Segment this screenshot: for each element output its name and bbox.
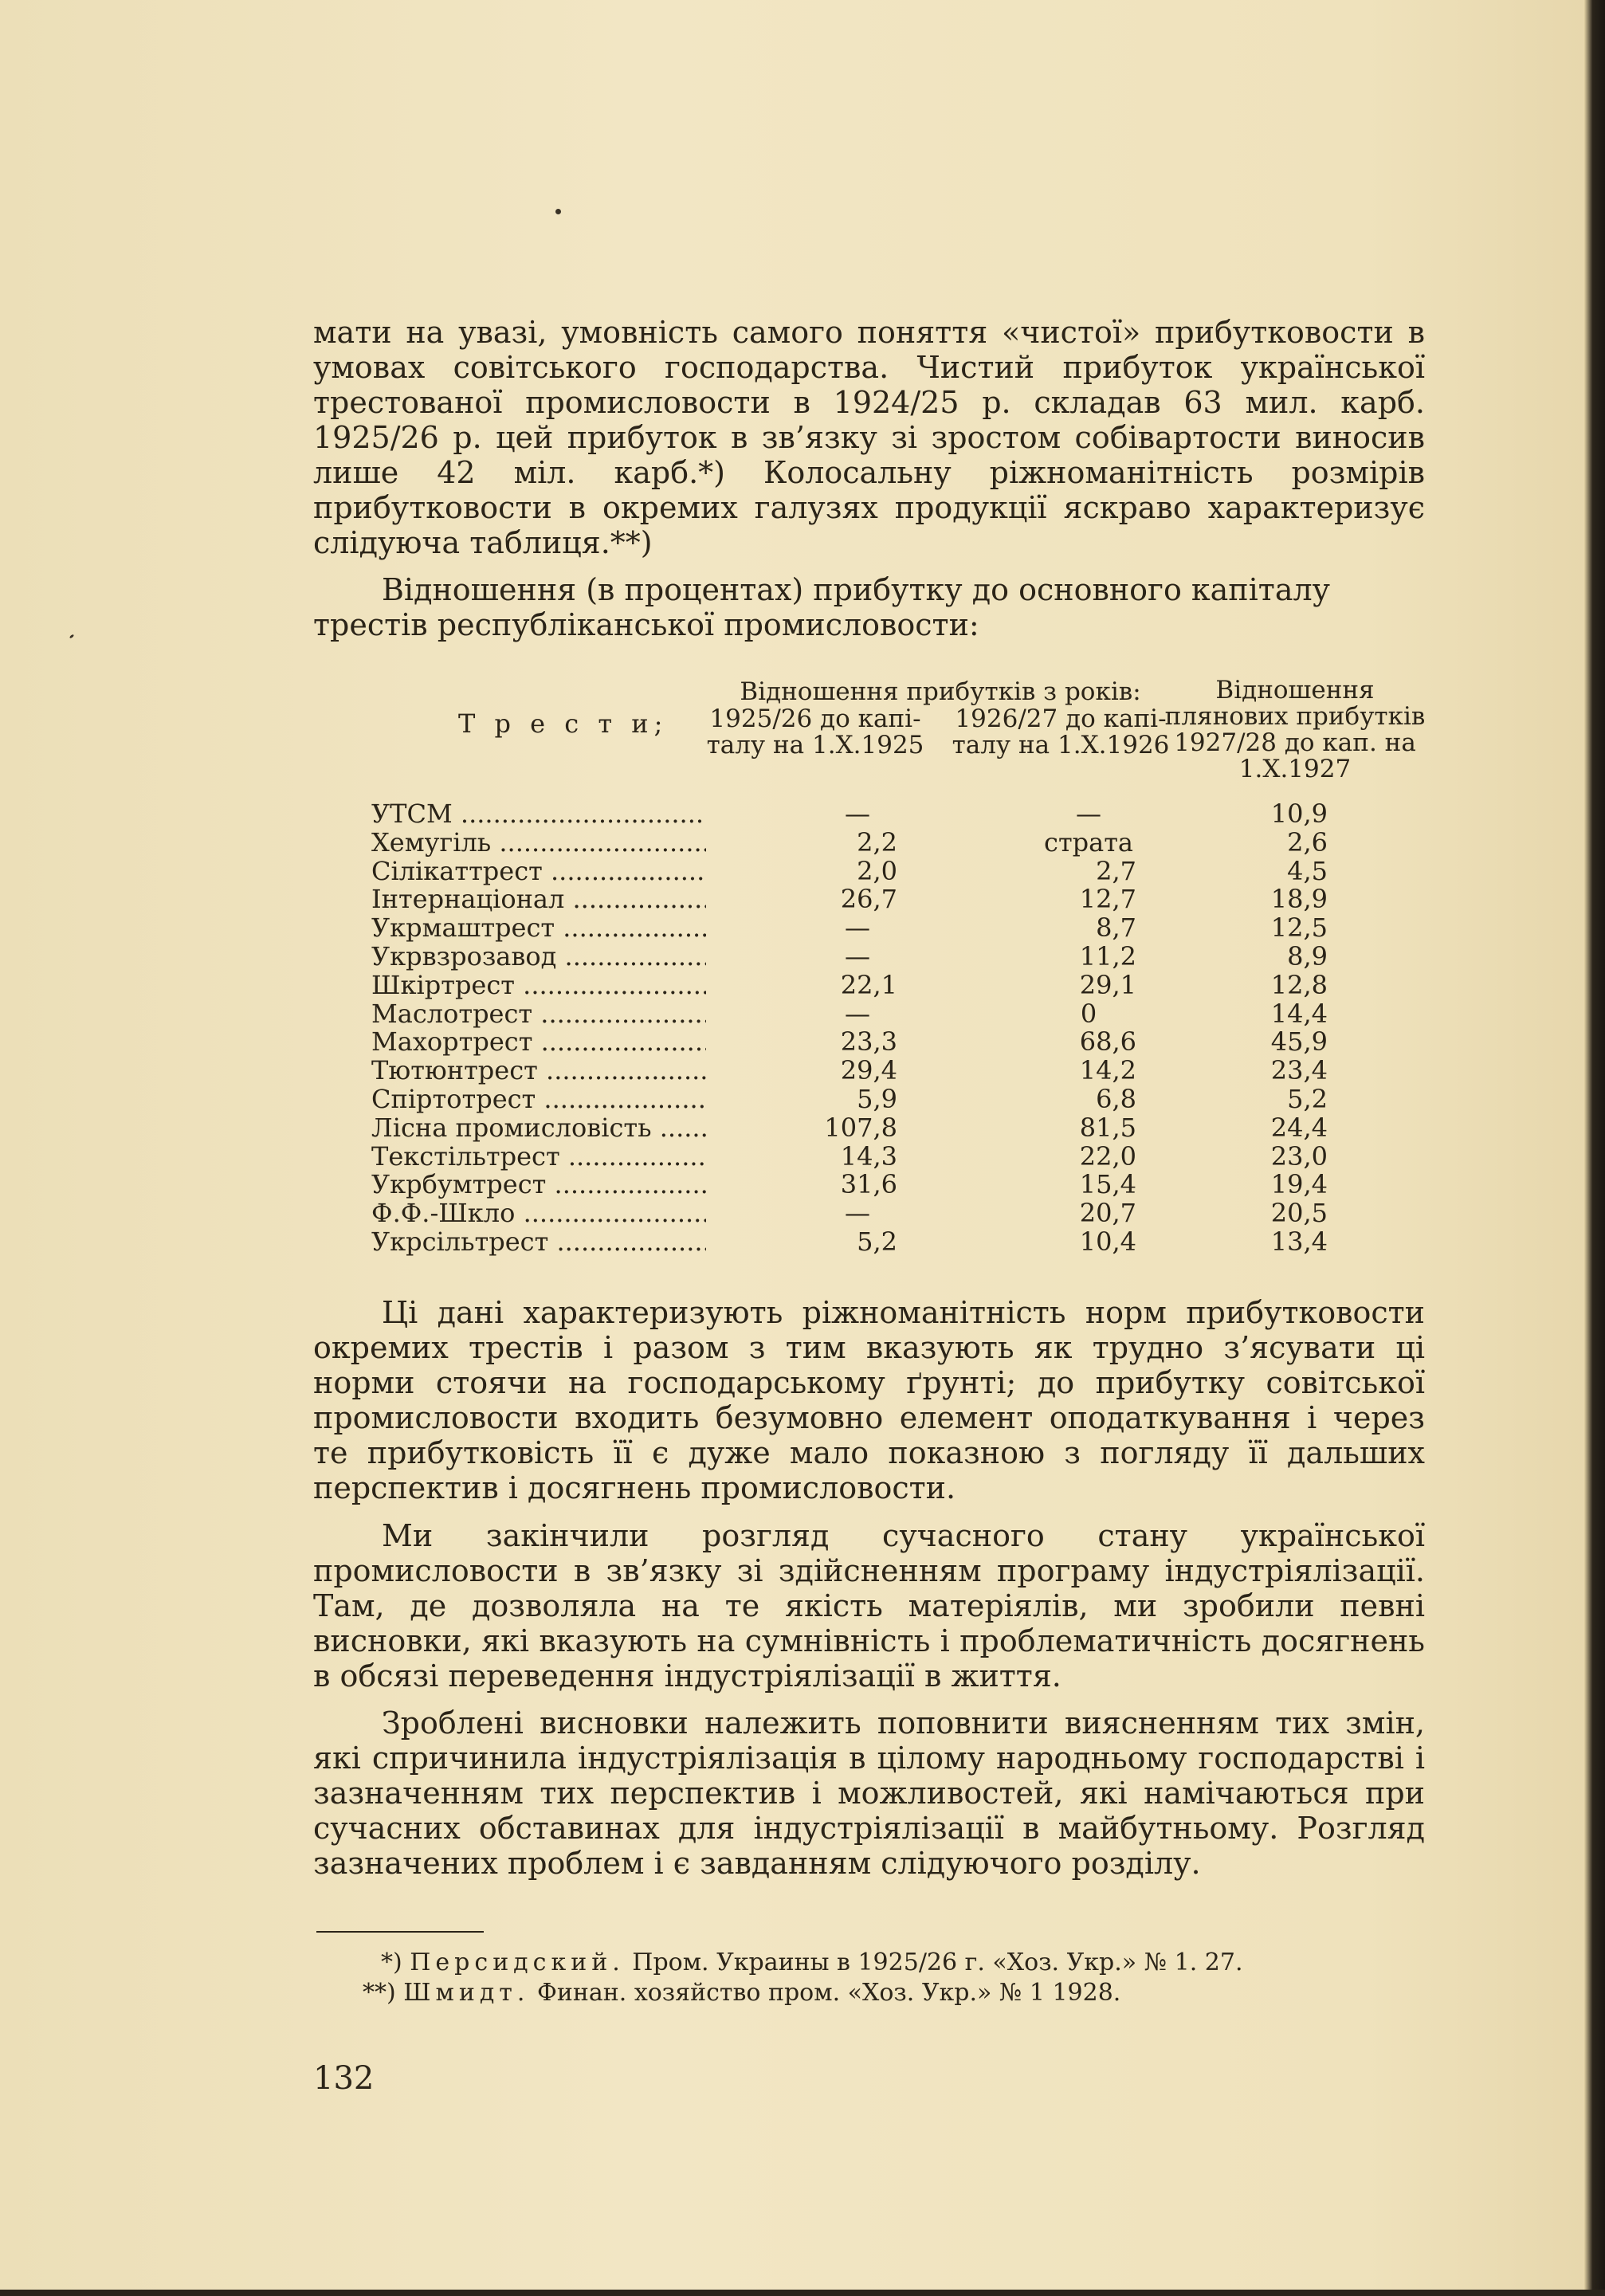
value-1926: 29,1 — [1079, 969, 1136, 1000]
paragraph-analysis: Ці дані характеризують ріжноманітність норм прибутковости окремих трестів і разом з тим вказують як трудно з’ясувати ці норми стоячи на господарському ґрунті; до прибутку совітської промисловости входить безумовно елемент оподаткування і через те прибутковість її є дуже мало показною з погляду її дальших перспектив і досягнень промисловости. — [313, 1295, 1425, 1505]
value-1927-plan: 13,4 — [1270, 1226, 1328, 1257]
footnote-1-author: Персидский. — [410, 1949, 625, 1976]
table-row — [371, 885, 1407, 914]
footnote-2-mark: **) — [363, 1979, 396, 2007]
value-1926: 2,7 — [1096, 855, 1136, 886]
value-1927-plan: 8,9 — [1287, 940, 1328, 971]
footnote-1-text: Пром. Украины в 1925/26 г. «Хоз. Укр.» № 1. 27. — [632, 1949, 1243, 1976]
value-1926: страта — [1044, 826, 1133, 858]
table-row — [371, 855, 1407, 886]
page-number: 132 — [313, 2060, 375, 2097]
table-row — [371, 914, 1407, 943]
table-row — [371, 971, 1407, 1000]
value-1925: — — [845, 940, 870, 971]
value-1926: 12,7 — [1079, 884, 1136, 915]
value-1927-plan: 10,9 — [1270, 799, 1328, 829]
trust-name: Укрсільтрест ..... — [371, 1228, 706, 1257]
value-1925: 5,9 — [857, 1083, 897, 1114]
value-1926: 0 — [1080, 998, 1097, 1029]
trust-name: Укрвзрозавод ..... — [371, 943, 706, 971]
trust-name: Тютюнтрест ..... — [371, 1057, 706, 1085]
value-1926: 6,8 — [1096, 1083, 1136, 1114]
value-1927-plan: 2,6 — [1287, 826, 1328, 858]
trust-name: Лісна промисловість ..... — [371, 1114, 706, 1143]
value-1926: 15,4 — [1079, 1169, 1136, 1200]
value-1925: 2,2 — [857, 826, 897, 858]
table-col1-header: 1925/26 до капі- талу на 1.Х.1925 — [706, 704, 924, 759]
table-row — [371, 1140, 1407, 1172]
value-1927-plan: 4,5 — [1287, 855, 1328, 886]
trust-name: Текстільтрест ..... — [371, 1143, 706, 1172]
table-col3-header: Відношення плянових прибутків 1927/28 до кап. на 1.Х.1927 — [1164, 676, 1426, 783]
value-1927-plan: 23,0 — [1270, 1140, 1328, 1172]
paragraph-conclusion: Ми закінчили розгляд сучасного стану української промисловости в зв’язку зі здійсненням програму індустріялізації. Там, де дозволяла на те якість матеріялів, ми зробили певні висновки, які вказують на сумнівність і проблематичність досягнень в обсязі переведення індустріялізації в життя. — [313, 1518, 1425, 1694]
footnote-2-text: Финан. хозяйство пром. «Хоз. Укр.» № 1 1928. — [536, 1979, 1121, 2007]
table-trests-header: Т р е с т и; — [458, 708, 669, 739]
table-row — [371, 1000, 1407, 1029]
table-row — [371, 1171, 1407, 1199]
value-1927-plan: 19,4 — [1270, 1169, 1328, 1200]
footnote-2-author: Шмидт. — [403, 1979, 530, 2007]
footnote-1-mark: *) — [381, 1949, 402, 1976]
value-1925: — — [845, 799, 870, 829]
profit-table — [371, 800, 1407, 1257]
table-col2-header: 1926/27 до капі- талу на 1.Х.1926 — [952, 704, 1170, 759]
trust-name: Сілікаттрест ..... — [371, 858, 706, 886]
footnote-rule — [316, 1931, 484, 1933]
value-1925: — — [845, 1198, 870, 1229]
value-1926: 8,7 — [1096, 913, 1136, 944]
ink-speck — [69, 634, 75, 638]
trust-name: Шкіртрест ..... — [371, 971, 706, 1000]
trust-name: Маслотрест ..... — [371, 1000, 706, 1029]
trust-name: Махортрест ..... — [371, 1028, 706, 1057]
trust-name: Ф.Ф.-Шкло ..... — [371, 1199, 706, 1228]
paragraph-next-chapter: Зроблені висновки належить поповнити виясненням тих змін, які спричинила індустріялізація в цілому народньому господарстві і зазначенням тих перспектив і можливостей, які намічаються при сучасних обставинах для індустріялізації в майбутньому. Розгляд зазначених проблем і є завданням слідуючого розділу. — [313, 1705, 1425, 1881]
value-1925: — — [845, 998, 870, 1029]
table-row — [371, 1057, 1407, 1085]
page-edge-shadow — [1584, 0, 1605, 2296]
table-row — [371, 1199, 1407, 1228]
trust-name: Спіртотрест ..... — [371, 1085, 706, 1114]
trust-name: Інтернаціонал ..... — [371, 885, 706, 914]
trust-name: УТСМ ..... — [371, 800, 706, 829]
table-row — [371, 826, 1407, 858]
page-bottom-edge — [0, 2290, 1605, 2296]
footnote-2 — [363, 1979, 1120, 2008]
value-1927-plan: 45,9 — [1270, 1026, 1328, 1058]
value-1925: 2,0 — [857, 855, 897, 886]
value-1926: 22,0 — [1079, 1140, 1136, 1172]
value-1926: 11,2 — [1079, 940, 1136, 971]
value-1927-plan: 12,8 — [1270, 969, 1328, 1000]
table-row — [371, 1085, 1407, 1114]
table-row — [371, 800, 1407, 829]
footnote-1 — [381, 1949, 1242, 1977]
value-1925: 22,1 — [840, 969, 897, 1000]
value-1925: 14,3 — [840, 1140, 897, 1172]
table-span-header: Відношення прибутків з років: — [740, 677, 1141, 706]
value-1926: — — [1076, 799, 1101, 829]
value-1927-plan: 20,5 — [1270, 1198, 1328, 1229]
value-1925: 5,2 — [857, 1226, 897, 1257]
value-1925: 26,7 — [840, 884, 897, 915]
ink-speck — [555, 209, 561, 214]
value-1927-plan: 24,4 — [1270, 1112, 1328, 1143]
table-row — [371, 1114, 1407, 1143]
trust-name: Хемугіль ..... — [371, 829, 706, 858]
table-row — [371, 1028, 1407, 1057]
paragraph-intro: мати на увазі, умовність самого поняття «чистої» прибутковости в умовах совітського господарства. Чистий прибуток української трестованої промисловости в 1924/25 р. складав 63 мил. карб. 1925/26 р. цей прибуток в зв’язку зі зростом собівартости виносив лише 42 міл. карб.*) Колосальну ріжноманітність розмірів прибутковости в окремих галузях продукції яскраво характеризує слідуюча таблиця.**) — [313, 315, 1425, 560]
table-caption-text: Відношення (в процентах) прибутку до основного капіталу трестів республіканської промисловости: — [313, 572, 1330, 642]
trust-name: Укрмаштрест ..... — [371, 914, 706, 943]
value-1925: — — [845, 913, 870, 944]
value-1926: 81,5 — [1079, 1112, 1136, 1143]
value-1927-plan: 5,2 — [1287, 1083, 1328, 1114]
value-1927-plan: 18,9 — [1270, 884, 1328, 915]
value-1925: 107,8 — [824, 1112, 897, 1143]
value-1925: 29,4 — [840, 1055, 897, 1086]
value-1927-plan: 12,5 — [1270, 913, 1328, 944]
value-1926: 10,4 — [1079, 1226, 1136, 1257]
value-1927-plan: 14,4 — [1270, 998, 1328, 1029]
value-1927-plan: 23,4 — [1270, 1055, 1328, 1086]
value-1926: 20,7 — [1079, 1198, 1136, 1229]
table-caption — [313, 572, 1425, 642]
value-1926: 68,6 — [1079, 1026, 1136, 1058]
value-1925: 31,6 — [840, 1169, 897, 1200]
table-row — [371, 1228, 1407, 1257]
trust-name: Укрбумтрест ..... — [371, 1171, 706, 1199]
table-row — [371, 940, 1407, 971]
value-1926: 14,2 — [1079, 1055, 1136, 1086]
value-1925: 23,3 — [840, 1026, 897, 1058]
